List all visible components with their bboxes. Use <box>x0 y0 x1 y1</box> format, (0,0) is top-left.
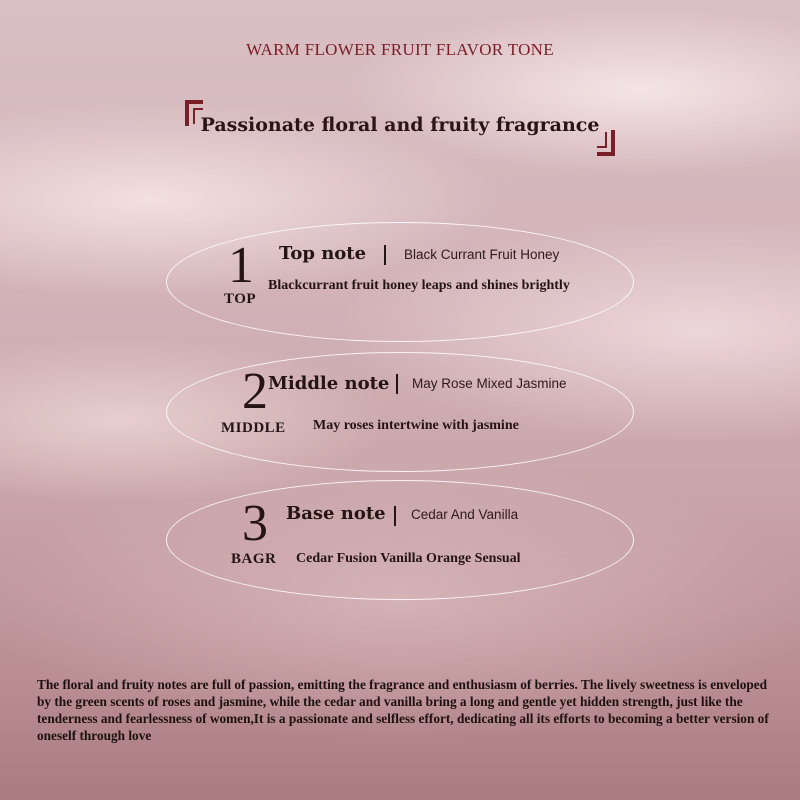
middle-note-tag: MIDDLE <box>221 420 286 436</box>
top-note-tag: TOP <box>224 291 257 307</box>
close-bracket-icon <box>597 130 615 156</box>
base-note-tag: BAGR <box>231 551 277 567</box>
base-note-number: 3 <box>242 495 268 552</box>
subtitle: Passionate floral and fruity fragrance <box>200 114 600 136</box>
top-note-description: Blackcurrant fruit honey leaps and shines brightly <box>268 278 570 293</box>
middle-note-subtitle: May Rose Mixed Jasmine <box>412 376 567 391</box>
base-note-ellipse <box>166 480 634 600</box>
top-note-number: 1 <box>228 237 254 294</box>
middle-note-number: 2 <box>242 363 268 420</box>
top-note-separator <box>384 245 386 265</box>
top-note-subtitle: Black Currant Fruit Honey <box>404 247 560 262</box>
middle-note-ellipse <box>166 352 634 472</box>
description-paragraph: The floral and fruity notes are full of passion, emitting the fragrance and enthusiasm of berries. The lively sweetness is enveloped by the green scents of roses and jasmine, while the cedar and vanilla bring a long and gentle yet hidden strength, just like the tenderness and fearlessness of women,It is a passionate and selfless effort, dedicating all its efforts to becoming a better version of oneself through love <box>37 677 769 743</box>
base-note-separator <box>394 506 396 526</box>
headline: WARM FLOWER FRUIT FLAVOR TONE <box>246 40 554 59</box>
base-note-title: Base note <box>286 503 386 524</box>
base-note-description: Cedar Fusion Vanilla Orange Sensual <box>296 551 521 566</box>
middle-note-title: Middle note <box>268 373 390 394</box>
base-note-subtitle: Cedar And Vanilla <box>411 507 519 522</box>
middle-note-separator <box>396 374 398 394</box>
top-note-title: Top note <box>279 243 367 264</box>
middle-note-description: May roses intertwine with jasmine <box>313 418 519 433</box>
